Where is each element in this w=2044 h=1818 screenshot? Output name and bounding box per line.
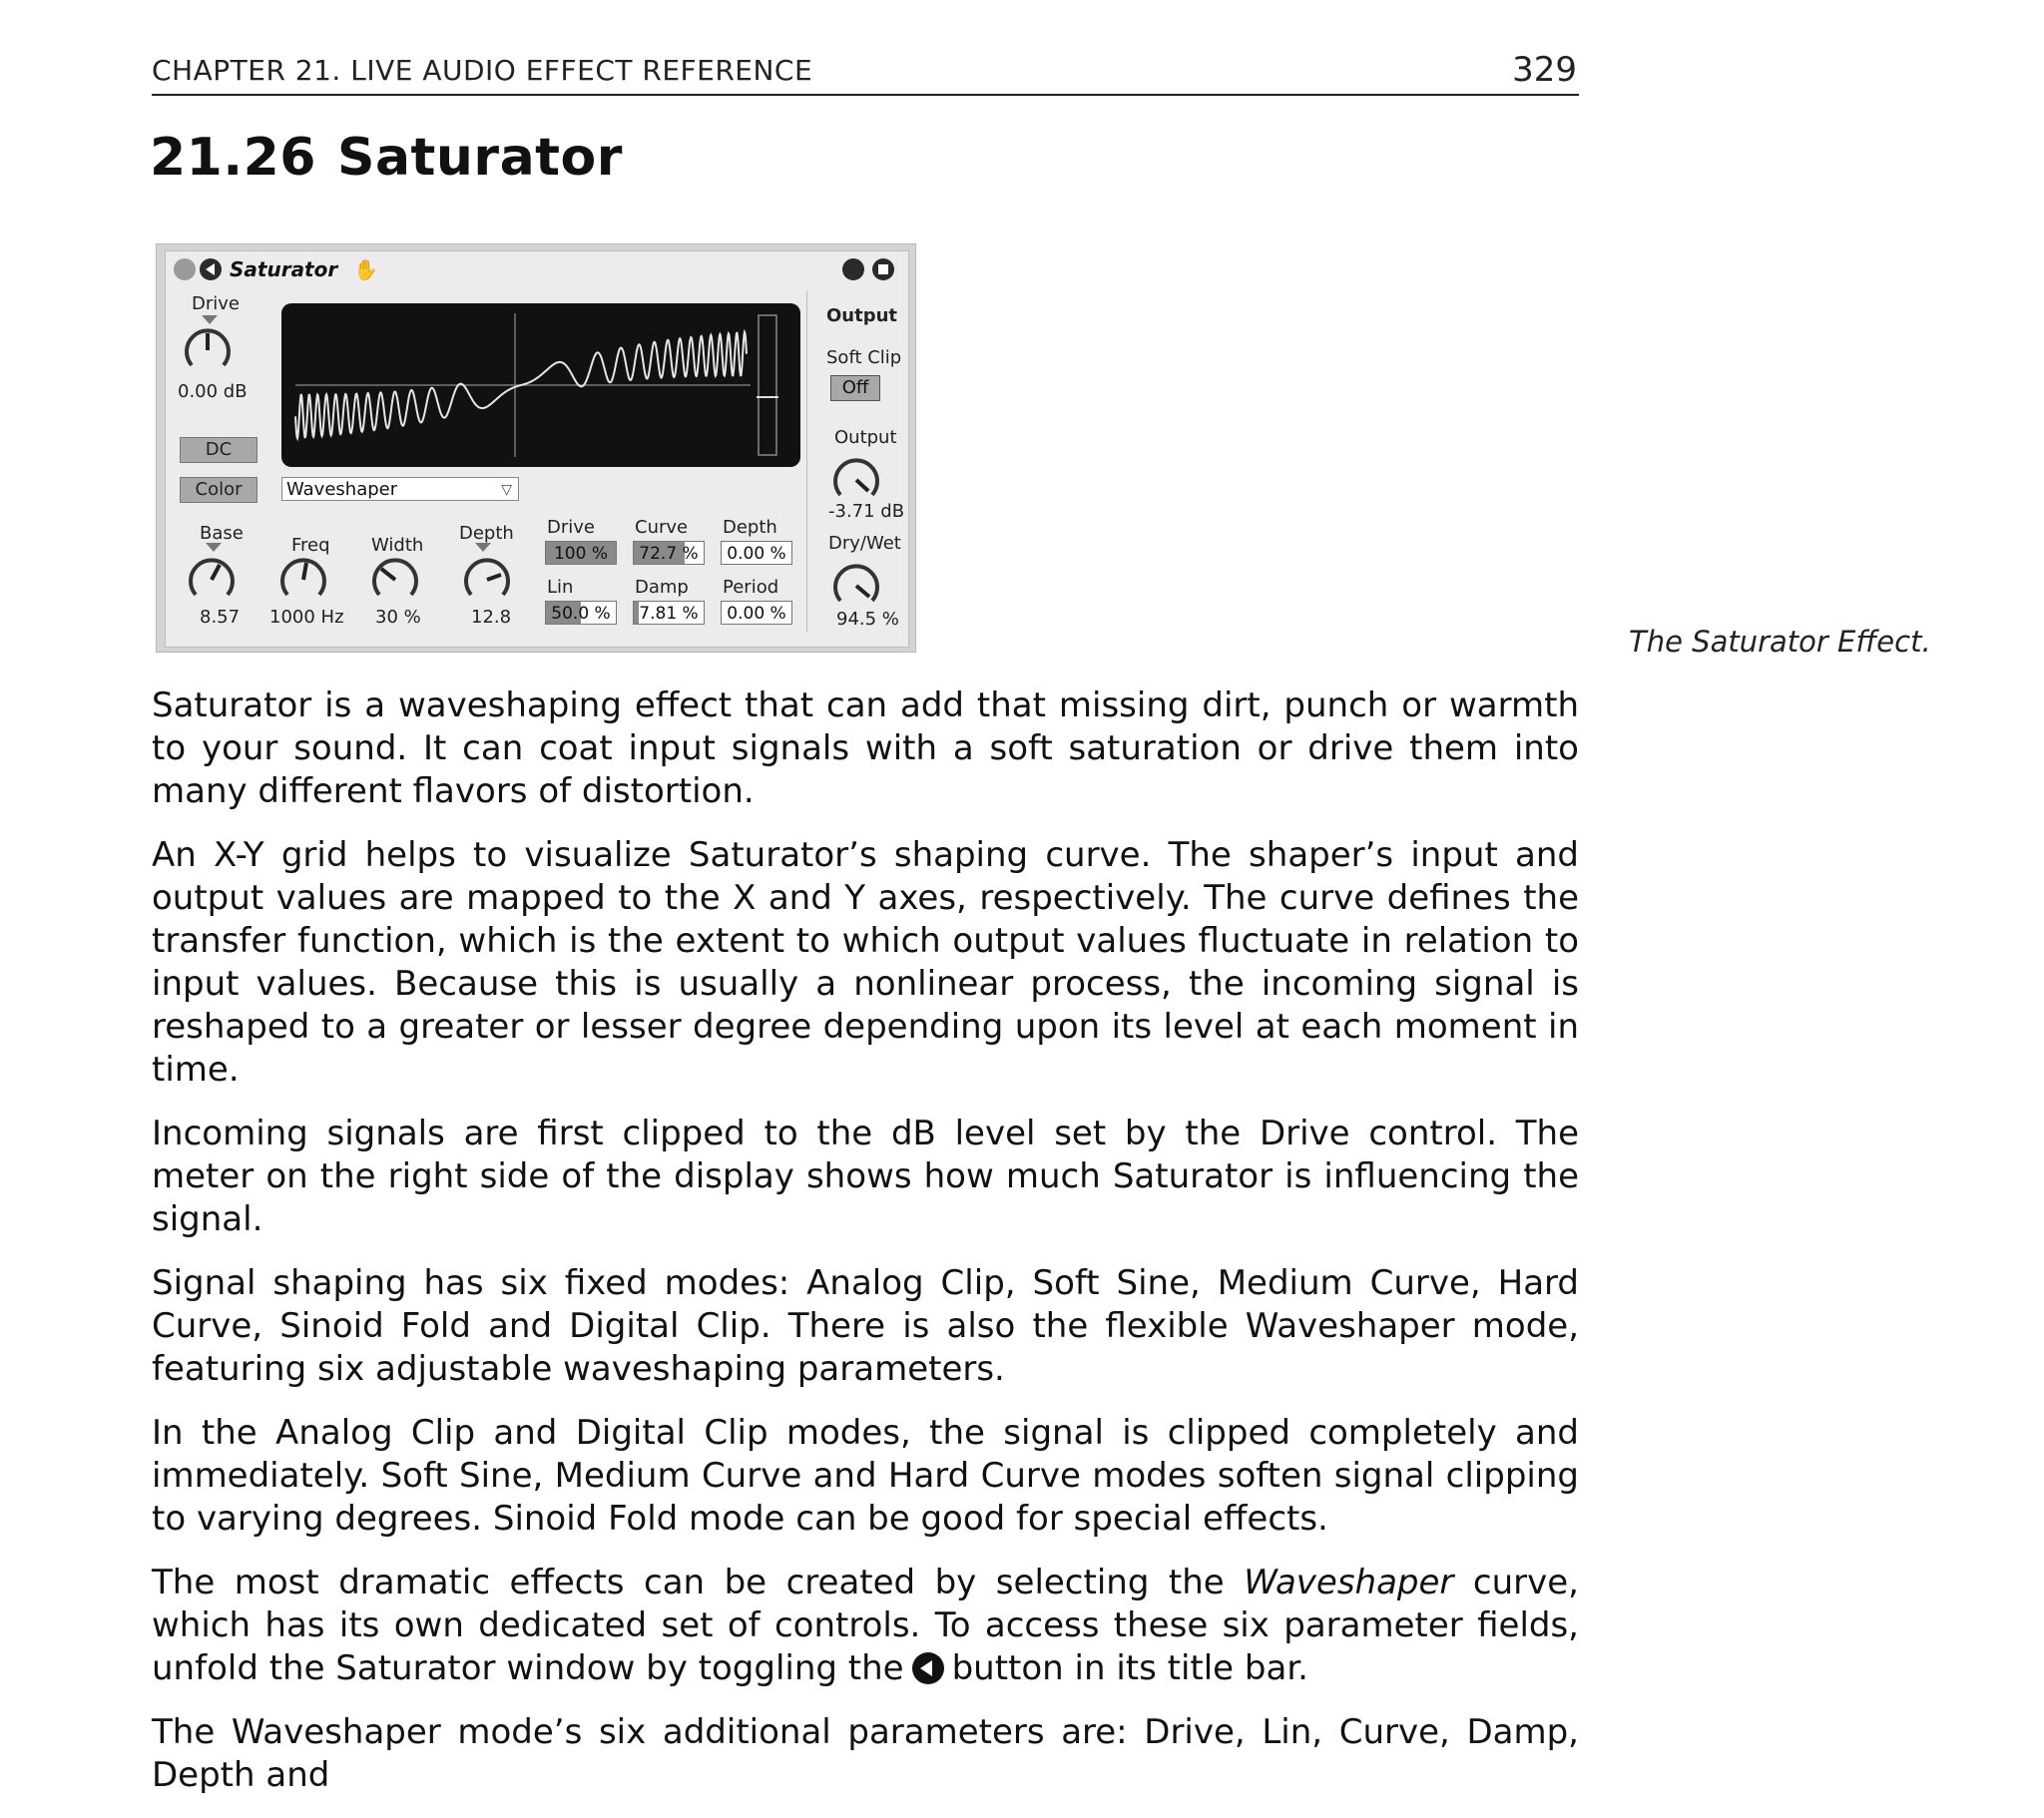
page-number: 329	[1512, 50, 1577, 90]
paragraph-6-emphasis: Waveshaper	[1244, 1563, 1454, 1602]
device-titlebar	[166, 251, 908, 287]
soft-clip-label: Soft Clip	[826, 347, 902, 368]
mode-value: Waveshaper	[286, 479, 398, 500]
output-value: -3.71 dB	[828, 501, 905, 522]
hand-icon: ✋	[353, 257, 378, 281]
paragraph-5: In the Analog Clip and Digital Clip modes, the signal is clipped completely and immediately. Soft Sine, Medium Curve and Hard Curve modes soften signal clipping to varying degrees. Sinoid Fold mode can be good for special effects.	[152, 1413, 1579, 1539]
ws-period-value: 0.00 %	[727, 604, 786, 624]
waveshape-display	[281, 303, 800, 467]
freq-label: Freq	[291, 535, 330, 556]
drywet-label: Dry/Wet	[828, 533, 901, 554]
ws-lin-field[interactable]	[545, 601, 617, 625]
saturator-device	[156, 243, 916, 653]
ws-depth-value: 0.00 %	[727, 544, 786, 564]
ws-curve-label: Curve	[635, 517, 689, 538]
drive-knob[interactable]	[180, 321, 236, 377]
section-number: 21.26	[150, 128, 316, 188]
depth-label: Depth	[459, 523, 514, 544]
ws-drive-label: Drive	[547, 517, 595, 538]
drywet-knob[interactable]	[828, 557, 884, 613]
device-activator-icon[interactable]	[174, 258, 196, 280]
mode-dropdown[interactable]	[281, 477, 519, 501]
paragraph-1: Saturator is a waveshaping effect that can add that missing dirt, punch or warmth to your sound. It can coat input signals with a soft saturation or drive them into many different flavors of distortion.	[152, 685, 1579, 811]
paragraph-6-part-a: The most dramatic effects can be created by selecting the	[152, 1563, 1245, 1602]
paragraph-4: Signal shaping has six fixed modes: Analog Clip, Soft Sine, Medium Curve, Hard Curve, Sinoid Fold and Digital Clip. There is also the flexible Waveshaper mode, featuring six adjustable waveshaping parameters.	[152, 1263, 1579, 1389]
ws-lin-label: Lin	[547, 577, 574, 598]
ws-drive-value: 100 %	[553, 544, 608, 564]
hot-swap-icon[interactable]	[842, 258, 864, 280]
color-button[interactable]: Color	[180, 477, 257, 503]
ws-period-field[interactable]	[721, 601, 792, 625]
drywet-value: 94.5 %	[836, 609, 899, 630]
freq-value: 1000 Hz	[269, 607, 344, 628]
soft-clip-toggle[interactable]: Off	[830, 375, 880, 401]
ws-damp-label: Damp	[635, 577, 689, 598]
fold-toggle-icon[interactable]	[200, 258, 222, 280]
transfer-curve-graph	[281, 303, 800, 467]
ws-curve-value: 72.7 %	[639, 544, 699, 564]
ws-lin-value: 50.0 %	[551, 604, 611, 624]
paragraph-6-part-b: curve, which has its own dedicated set of controls. To access these six parameter fields, unfold the Saturator window by toggling the	[152, 1563, 1579, 1688]
width-label: Width	[371, 535, 424, 556]
ws-curve-field[interactable]	[633, 541, 705, 565]
save-preset-icon[interactable]	[872, 258, 894, 280]
chapter-heading: CHAPTER 21. LIVE AUDIO EFFECT REFERENCE	[152, 54, 813, 87]
ws-damp-value: 7.81 %	[639, 604, 699, 624]
base-knob[interactable]	[184, 551, 240, 607]
output-divider	[806, 291, 807, 633]
output-heading: Output	[826, 305, 898, 326]
ws-depth-field[interactable]	[721, 541, 792, 565]
depth-value: 12.8	[471, 607, 512, 628]
ws-damp-field[interactable]	[633, 601, 705, 625]
page-header	[152, 50, 1579, 96]
device-panel	[165, 250, 909, 648]
base-value: 8.57	[200, 607, 241, 628]
figure-caption: The Saturator Effect.	[1629, 625, 1931, 659]
base-label: Base	[200, 523, 244, 544]
depth-knob[interactable]	[459, 551, 515, 607]
paragraph-2: An X-Y grid helps to visualize Saturator’s shaping curve. The shaper’s input and output values are mapped to the X and Y axes, respectively. The curve defines the transfer function, which is the extent to which output values fluctuate in relation to input values. Because this is usually a nonlinear process, the incoming signal is reshaped to a greater or lesser degree depending upon its level at each moment in time.	[152, 835, 1579, 1090]
paragraph-3: Incoming signals are first clipped to the dB level set by the Drive control. The meter on the right side of the display shows how much Saturator is influencing the signal.	[152, 1114, 1579, 1239]
body-text	[152, 684, 1579, 1818]
paragraph-7: The Waveshaper mode’s six additional parameters are: Drive, Lin, Curve, Damp, Depth and	[152, 1712, 1579, 1795]
ws-drive-field[interactable]	[545, 541, 617, 565]
ws-period-label: Period	[723, 577, 779, 598]
section-name: Saturator	[337, 128, 623, 188]
paragraph-6	[152, 1562, 1579, 1690]
paragraph-6-part-c: button in its title bar.	[951, 1648, 1308, 1688]
output-label: Output	[834, 427, 897, 448]
section-title	[150, 128, 623, 188]
dc-button[interactable]: DC	[180, 437, 257, 463]
chevron-down-icon: ▽	[501, 482, 512, 498]
width-value: 30 %	[375, 607, 421, 628]
fold-toggle-icon	[912, 1652, 944, 1684]
device-title: Saturator	[230, 257, 338, 281]
freq-knob[interactable]	[275, 551, 331, 607]
drive-value: 0.00 dB	[178, 381, 248, 402]
width-knob[interactable]	[367, 551, 423, 607]
ws-depth-label: Depth	[723, 517, 777, 538]
drive-label: Drive	[192, 293, 240, 314]
output-knob[interactable]	[828, 451, 884, 507]
